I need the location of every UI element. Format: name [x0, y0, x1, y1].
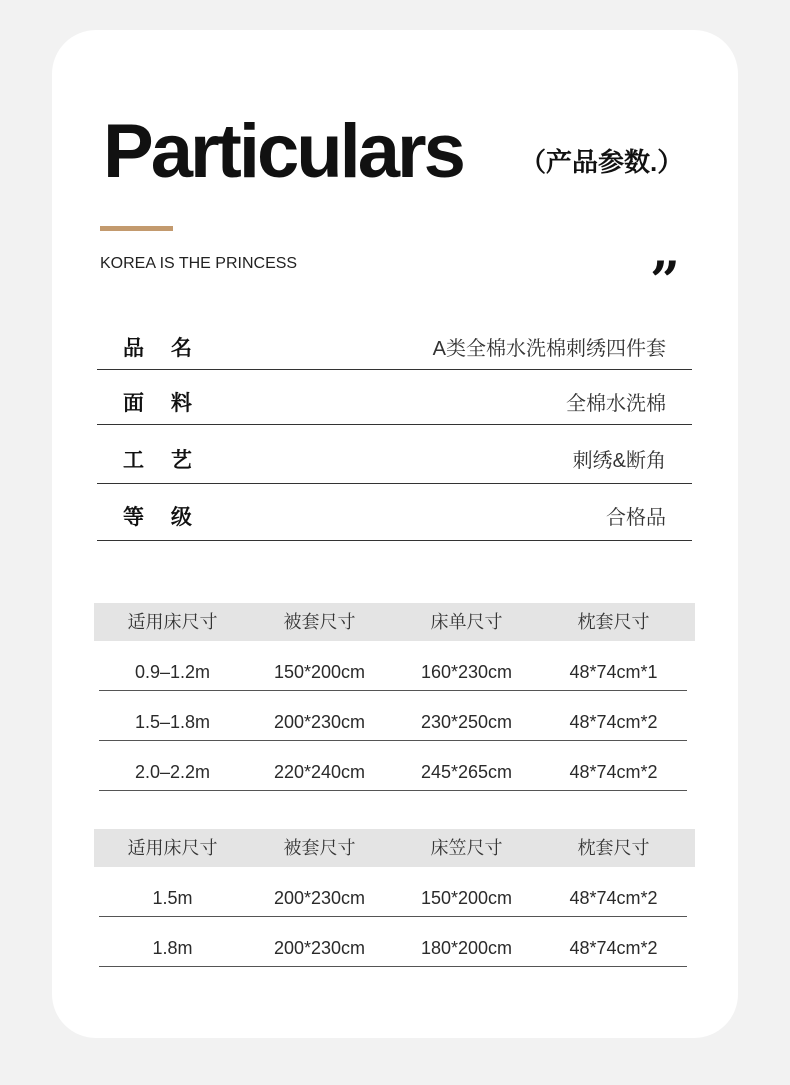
size-table-1-header — [94, 603, 695, 641]
column-header: 适用床尺寸 — [127, 838, 218, 858]
column-header: 枕套尺寸 — [577, 612, 650, 632]
size-table-1 — [99, 641, 687, 791]
table-row — [99, 641, 687, 691]
table-cell: 1.5m — [152, 888, 193, 908]
column-header: 被套尺寸 — [283, 838, 356, 858]
spec-label: 工 艺 — [123, 449, 192, 472]
table-cell: 150*200cm — [420, 888, 513, 908]
table-row — [99, 691, 687, 741]
size-table-2 — [99, 867, 687, 967]
spec-value: A类全棉水洗棉刺绣四件套 — [432, 338, 666, 360]
spec-value: 刺绣&断角 — [572, 450, 666, 472]
table-row — [99, 917, 687, 967]
size-table-2-header — [94, 829, 695, 867]
spec-label: 面 料 — [123, 392, 192, 415]
spec-list — [97, 329, 692, 579]
column-header: 适用床尺寸 — [127, 612, 218, 632]
spec-label: 等 级 — [123, 506, 192, 529]
column-header: 床单尺寸 — [430, 612, 503, 632]
table-row — [99, 741, 687, 791]
spec-row-product-name — [97, 329, 692, 370]
table-cell: 200*230cm — [273, 888, 366, 908]
table-cell: 0.9–1.2m — [134, 662, 211, 682]
table-cell: 200*230cm — [273, 712, 366, 732]
table-cell: 230*250cm — [420, 712, 513, 732]
column-header: 被套尺寸 — [283, 612, 356, 632]
table-cell: 245*265cm — [420, 762, 513, 782]
table-cell: 48*74cm*1 — [569, 662, 658, 682]
spec-row-craft — [97, 441, 692, 484]
table-row — [99, 867, 687, 917]
brand-tagline: KOREA IS THE PRINCESS — [100, 255, 298, 272]
table-cell: 160*230cm — [420, 662, 513, 682]
spec-row-grade — [97, 498, 692, 541]
table-cell: 48*74cm*2 — [569, 888, 658, 908]
table-cell: 1.8m — [152, 938, 193, 958]
page-title: Particulars — [103, 109, 463, 194]
accent-divider — [100, 226, 173, 231]
table-cell: 48*74cm*2 — [569, 938, 658, 958]
spec-label: 品 名 — [123, 337, 192, 360]
spec-row-fabric — [97, 384, 692, 425]
spec-card — [52, 30, 738, 1038]
table-cell: 150*200cm — [273, 662, 366, 682]
column-header: 枕套尺寸 — [577, 838, 650, 858]
table-cell: 180*200cm — [420, 938, 513, 958]
column-header: 床笠尺寸 — [430, 838, 503, 858]
table-cell: 48*74cm*2 — [569, 712, 658, 732]
table-cell: 200*230cm — [273, 938, 366, 958]
spec-value: 合格品 — [606, 507, 666, 529]
spec-value: 全棉水洗棉 — [566, 393, 666, 415]
page-subtitle: （产品参数.） — [520, 147, 684, 177]
table-cell: 2.0–2.2m — [134, 762, 211, 782]
quote-mark-icon: ” — [650, 251, 680, 312]
table-cell: 1.5–1.8m — [134, 712, 211, 732]
table-cell: 220*240cm — [273, 762, 366, 782]
table-cell: 48*74cm*2 — [569, 762, 658, 782]
